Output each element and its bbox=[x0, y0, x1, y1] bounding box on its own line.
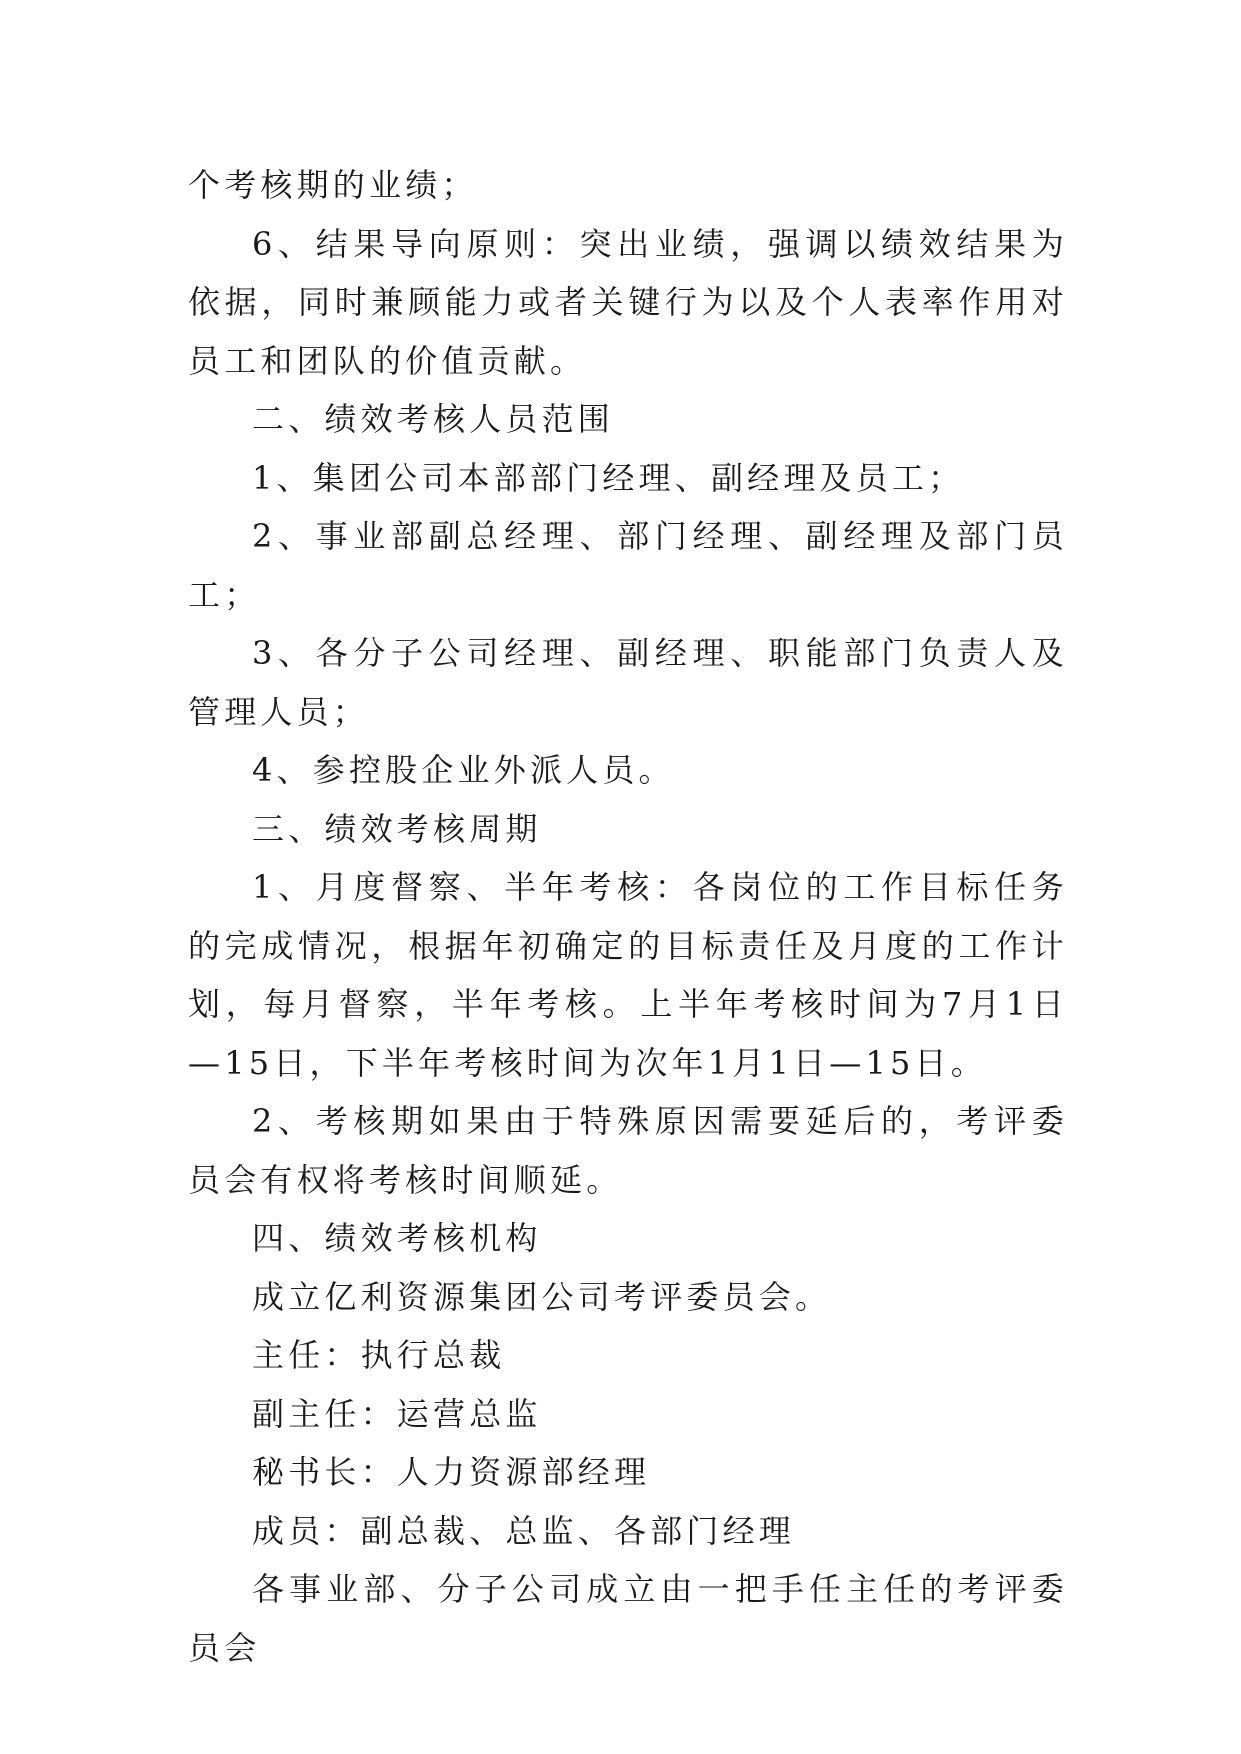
paragraph: 2、事业部副总经理、部门经理、副经理及部门员工； bbox=[188, 517, 1068, 614]
paragraph: 主任：执行总裁 bbox=[252, 1336, 506, 1374]
section-heading: 四、绩效考核机构 bbox=[252, 1219, 542, 1257]
paragraph: 6、结果导向原则：突出业绩，强调以绩效结果为依据，同时兼顾能力或者关键行为以及个人表率作用对员工和团队的价值贡献。 bbox=[188, 224, 1068, 380]
paragraph: 1、月度督察、半年考核：各岗位的工作目标任务的完成情况，根据年初确定的目标责任及月度的工作计划，每月督察，半年考核。上半年考核时间为7月1日—15日，下半年考核时间为次年1月1日—15日。 bbox=[188, 868, 1068, 1082]
paragraph: 成员：副总裁、总监、各部门经理 bbox=[252, 1511, 796, 1550]
paragraph: 4、参控股企业外派人员。 bbox=[252, 751, 675, 789]
paragraph: 副主任：运营总监 bbox=[252, 1394, 542, 1433]
paragraph: 秘书长：人力资源部经理 bbox=[252, 1453, 651, 1491]
section-heading: 二、绩效考核人员范围 bbox=[252, 400, 615, 438]
paragraph: 各事业部、分子公司成立由一把手任主任的考评委员会 bbox=[188, 1570, 1068, 1667]
paragraph: 成立亿利资源集团公司考评委员会。 bbox=[252, 1277, 832, 1316]
paragraph: 1、集团公司本部部门经理、副经理及员工； bbox=[252, 458, 965, 497]
document-body bbox=[188, 156, 1068, 1677]
paragraph: 个考核期的业绩； bbox=[188, 166, 478, 204]
section-heading: 三、绩效考核周期 bbox=[252, 809, 542, 848]
paragraph: 3、各分子公司经理、副经理、职能部门负责人及管理人员； bbox=[188, 634, 1068, 731]
paragraph: 2、考核期如果由于特殊原因需要延后的，考评委员会有权将考核时间顺延。 bbox=[188, 1102, 1068, 1199]
